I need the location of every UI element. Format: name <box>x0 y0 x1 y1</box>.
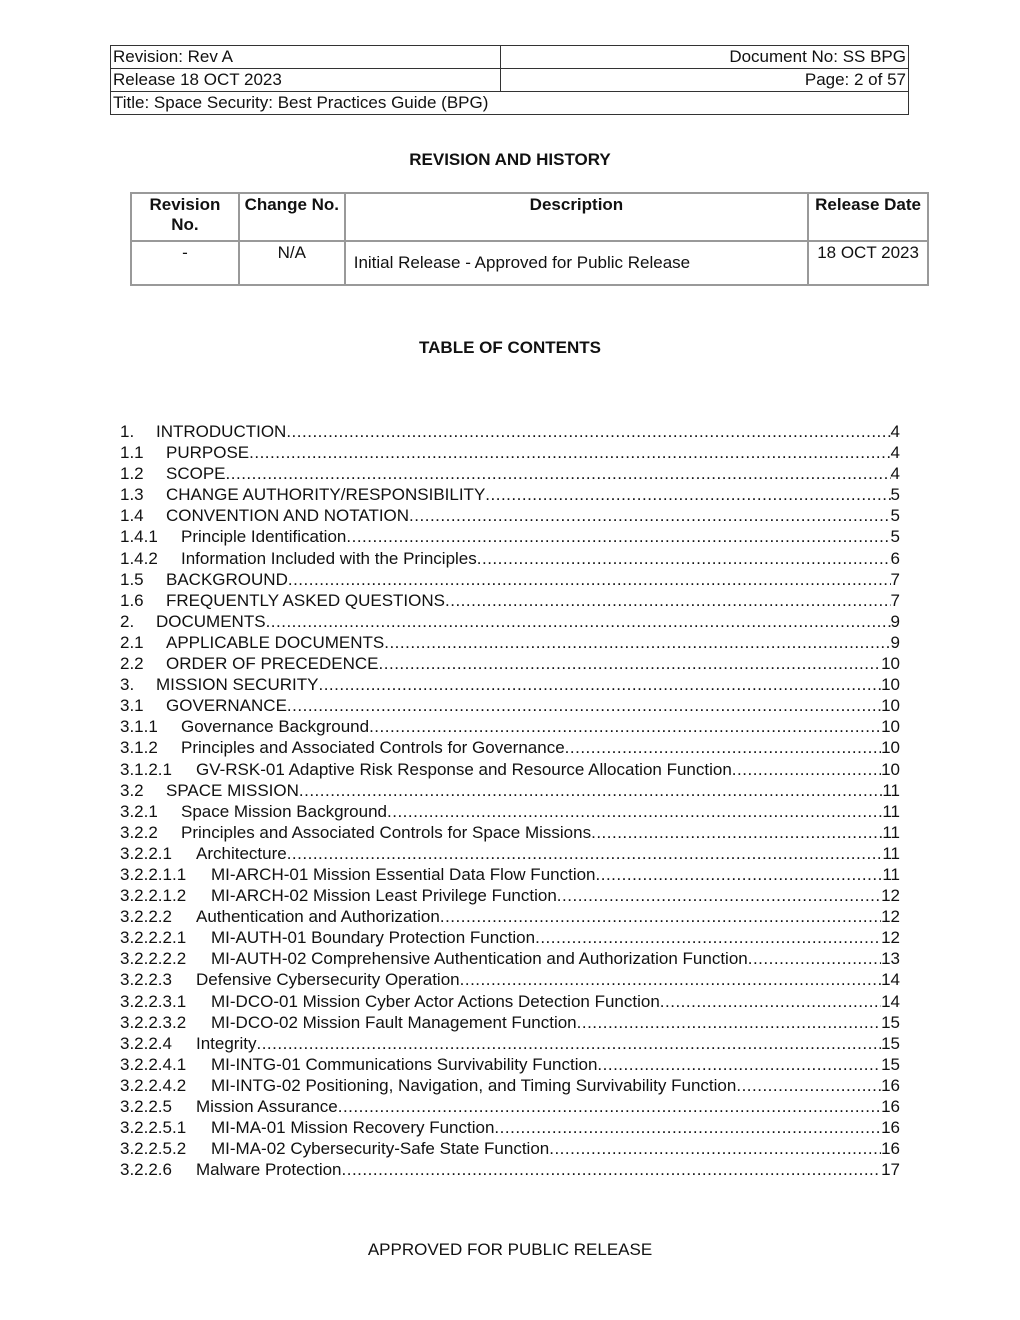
toc-entry[interactable] <box>120 885 900 906</box>
toc-entry-page: 9 <box>890 632 900 652</box>
toc-entry[interactable] <box>120 653 900 674</box>
toc-entry[interactable] <box>120 442 900 463</box>
toc-dot-leader <box>549 1138 881 1159</box>
toc-entry-page: 10 <box>881 654 900 674</box>
toc-entry-number: 2. <box>120 611 135 631</box>
toc-entry-number: 3.2.2.1 <box>120 843 172 863</box>
release-date-cell: 18 OCT 2023 <box>808 241 928 285</box>
toc-entry-number: 3.1.2 <box>120 738 158 758</box>
toc-entry[interactable] <box>120 1159 900 1180</box>
toc-entry-page: 11 <box>882 843 900 863</box>
toc-entry[interactable] <box>120 632 900 653</box>
toc-entry-number: 1.3 <box>120 485 144 505</box>
toc-entry[interactable] <box>120 906 900 927</box>
toc-entry[interactable] <box>120 463 900 484</box>
toc-entry-title: MI-AUTH-02 Comprehensive Authentication and Authorization Function <box>211 949 748 969</box>
toc-entry-title: Integrity <box>196 1033 257 1053</box>
column-header-release-date: Release Date <box>808 193 928 241</box>
toc-entry[interactable] <box>120 1117 900 1138</box>
toc-entry[interactable] <box>120 421 900 442</box>
toc-entry-page: 11 <box>882 822 900 842</box>
toc-dot-leader <box>342 1159 882 1180</box>
toc-entry-title: Governance Background <box>181 717 370 737</box>
toc-entry-title: Principles and Associated Controls for Space Missions <box>181 822 592 842</box>
toc-entry-page: 12 <box>881 886 900 906</box>
toc-dot-leader <box>748 948 881 969</box>
toc-entry-page: 5 <box>890 506 900 526</box>
toc-dot-leader <box>736 1075 881 1096</box>
toc-entry[interactable] <box>120 674 900 695</box>
toc-entry-number: 3.1.1 <box>120 717 158 737</box>
toc-entry-page: 7 <box>890 569 900 589</box>
toc-entry-number: 3.2.2.2.2 <box>120 949 187 969</box>
toc-entry-title: DOCUMENTS <box>156 611 266 631</box>
toc-entry-number: 3.2.1 <box>120 801 158 821</box>
toc-entry-page: 7 <box>890 590 900 610</box>
toc-entry-title: Mission Assurance <box>196 1097 338 1116</box>
toc-dot-leader <box>299 780 882 801</box>
toc-dot-leader <box>288 569 891 590</box>
toc-dot-leader <box>494 1117 881 1138</box>
toc-dot-leader <box>660 991 881 1012</box>
revision-history-heading: REVISION AND HISTORY <box>409 150 611 169</box>
page-number-cell: Page: 2 of 57 <box>501 69 909 92</box>
table-row <box>131 241 928 285</box>
toc-entry-title: FREQUENTLY ASKED QUESTIONS <box>166 590 445 610</box>
table-of-contents <box>120 421 900 1180</box>
toc-entry-page: 9 <box>890 611 900 631</box>
toc-dot-leader <box>287 695 881 716</box>
toc-entry-page: 11 <box>882 864 900 884</box>
toc-entry-title: MI-ARCH-01 Mission Essential Data Flow Function <box>211 864 596 884</box>
toc-entry-title: MISSION SECURITY <box>156 675 319 695</box>
toc-dot-leader <box>266 611 891 632</box>
toc-entry-number: 3.2.2.5.1 <box>120 1118 187 1138</box>
document-header <box>110 45 909 115</box>
toc-entry-title: Architecture <box>196 843 287 863</box>
toc-entry-title: APPLICABLE DOCUMENTS <box>166 632 385 652</box>
toc-dot-leader <box>732 759 881 780</box>
toc-entry[interactable] <box>120 948 900 969</box>
toc-entry[interactable] <box>120 969 900 990</box>
toc-entry-number: 3.1.2.1 <box>120 759 172 779</box>
toc-entry[interactable] <box>120 548 900 569</box>
toc-entry-number: 1.4 <box>120 506 144 526</box>
column-header-revision: Revision No. <box>131 193 239 241</box>
toc-entry-number: 3.2.2.1.1 <box>120 864 187 884</box>
toc-entry[interactable] <box>120 1033 900 1054</box>
toc-entry-number: 2.2 <box>120 654 144 674</box>
column-header-change: Change No. <box>239 193 345 241</box>
toc-entry-number: 2.1 <box>120 632 144 652</box>
revision-history-table <box>130 192 929 286</box>
toc-entry[interactable] <box>120 1075 900 1096</box>
toc-entry-page: 15 <box>881 1033 900 1053</box>
toc-entry-title: Information Included with the Principles <box>181 548 477 568</box>
toc-entry[interactable] <box>120 1054 900 1075</box>
toc-entry-page: 14 <box>881 991 900 1011</box>
toc-entry-title: BACKGROUND <box>166 569 288 589</box>
toc-entry[interactable] <box>120 716 900 737</box>
column-header-description: Description <box>345 193 808 241</box>
toc-entry-title: MI-MA-02 Cybersecurity-Safe State Function <box>211 1139 550 1159</box>
toc-entry[interactable] <box>120 1096 900 1117</box>
toc-entry-number: 1.6 <box>120 590 144 610</box>
toc-dot-leader <box>226 463 891 484</box>
toc-dot-leader <box>249 442 890 463</box>
toc-dot-leader <box>557 885 881 906</box>
toc-dot-leader <box>287 843 883 864</box>
toc-entry-title: CHANGE AUTHORITY/RESPONSIBILITY <box>166 485 486 505</box>
toc-entry[interactable] <box>120 927 900 948</box>
toc-entry-number: 3.2.2 <box>120 822 158 842</box>
toc-dot-leader <box>477 548 891 569</box>
toc-entry-title: MI-INTG-02 Positioning, Navigation, and Timing Survivability Function <box>211 1075 737 1095</box>
revision-cell: Revision: Rev A <box>111 46 501 69</box>
toc-dot-leader <box>591 822 882 843</box>
toc-entry-page: 14 <box>881 970 900 990</box>
toc-dot-leader <box>440 906 881 927</box>
toc-entry-number: 1.1 <box>120 443 144 463</box>
toc-entry[interactable] <box>120 780 900 801</box>
toc-dot-leader <box>409 505 890 526</box>
toc-entry-page: 4 <box>890 464 900 484</box>
toc-entry-number: 3. <box>120 675 135 695</box>
toc-entry-number: 3.2.2.6 <box>120 1160 172 1180</box>
toc-entry-number: 1.4.1 <box>120 527 158 547</box>
toc-entry[interactable] <box>120 526 900 547</box>
toc-entry[interactable] <box>120 1138 900 1159</box>
toc-entry[interactable] <box>120 590 900 611</box>
toc-entry-page: 6 <box>890 548 900 568</box>
toc-entry-page: 10 <box>881 675 900 695</box>
toc-entry-page: 16 <box>881 1139 900 1159</box>
toc-entry-page: 11 <box>882 780 900 800</box>
toc-entry-page: 15 <box>881 1054 900 1074</box>
toc-entry[interactable] <box>120 864 900 885</box>
toc-entry[interactable] <box>120 695 900 716</box>
toc-dot-leader <box>596 864 883 885</box>
toc-dot-leader <box>565 737 881 758</box>
toc-entry[interactable] <box>120 822 900 843</box>
description-cell: Initial Release - Approved for Public Release <box>345 241 808 285</box>
toc-dot-leader <box>338 1096 881 1117</box>
toc-entry-number: 3.2.2.5.2 <box>120 1139 187 1159</box>
toc-entry-number: 3.2.2.4 <box>120 1033 172 1053</box>
toc-entry-number: 3.2.2.4.2 <box>120 1075 187 1095</box>
toc-entry[interactable] <box>120 843 900 864</box>
toc-entry-page: 12 <box>881 928 900 948</box>
toc-entry-page: 10 <box>881 717 900 737</box>
toc-entry-number: 3.2.2.3.2 <box>120 1012 187 1032</box>
toc-entry-title: ORDER OF PRECEDENCE <box>166 654 379 674</box>
toc-entry-page: 12 <box>881 907 900 927</box>
toc-entry-number: 3.2.2.5 <box>120 1097 172 1116</box>
toc-entry-title: INTRODUCTION <box>156 422 287 441</box>
toc-entry-number: 3.2.2.4.1 <box>120 1054 187 1074</box>
toc-entry-title: MI-MA-01 Mission Recovery Function <box>211 1118 495 1138</box>
toc-entry[interactable] <box>120 737 900 758</box>
toc-entry-number: 3.2.2.3.1 <box>120 991 187 1011</box>
toc-dot-leader <box>318 674 881 695</box>
toc-entry-number: 3.2.2.2 <box>120 907 172 927</box>
toc-entry-number: 3.2.2.1.2 <box>120 886 187 906</box>
release-cell: Release 18 OCT 2023 <box>111 69 501 92</box>
toc-entry-number: 3.2 <box>120 780 144 800</box>
toc-dot-leader <box>460 969 881 990</box>
toc-entry-page: 10 <box>881 696 900 716</box>
toc-entry-page: 16 <box>881 1118 900 1138</box>
toc-entry-title: Authentication and Authorization <box>196 907 440 927</box>
toc-entry-page: 15 <box>881 1012 900 1032</box>
document-number-cell: Document No: SS BPG <box>501 46 909 69</box>
toc-entry-title: Space Mission Background <box>181 801 388 821</box>
toc-entry-number: 1.2 <box>120 464 144 484</box>
toc-entry-page: 16 <box>881 1097 900 1116</box>
toc-entry-number: 1.5 <box>120 569 144 589</box>
toc-dot-leader <box>346 526 890 547</box>
toc-entry-title: Defensive Cybersecurity Operation <box>196 970 460 990</box>
toc-entry-title: Principle Identification <box>181 527 347 547</box>
toc-entry-page: 4 <box>890 443 900 463</box>
toc-entry[interactable] <box>120 1012 900 1033</box>
toc-dot-leader <box>379 653 882 674</box>
toc-entry[interactable] <box>120 611 900 632</box>
toc-entry-title: CONVENTION AND NOTATION <box>166 506 410 526</box>
toc-entry-title: MI-AUTH-01 Boundary Protection Function <box>211 928 536 948</box>
toc-entry-title: Malware Protection <box>196 1160 342 1180</box>
toc-entry-page: 5 <box>890 527 900 547</box>
toc-entry-page: 5 <box>890 485 900 505</box>
toc-dot-leader <box>286 421 890 442</box>
footer-release-statement: APPROVED FOR PUBLIC RELEASE <box>367 1240 653 1259</box>
toc-entry-title: PURPOSE <box>166 443 250 463</box>
toc-entry[interactable] <box>120 759 900 780</box>
toc-entry-title: GV-RSK-01 Adaptive Risk Response and Resource Allocation Function <box>196 759 732 779</box>
toc-entry-title: SPACE MISSION <box>166 780 299 800</box>
toc-dot-leader <box>445 590 891 611</box>
toc-entry[interactable] <box>120 801 900 822</box>
title-cell: Title: Space Security: Best Practices Guide (BPG) <box>111 92 909 115</box>
toc-entry[interactable] <box>120 569 900 590</box>
toc-entry-page: 4 <box>890 422 900 441</box>
toc-dot-leader <box>577 1012 881 1033</box>
toc-entry-title: MI-INTG-01 Communications Survivability Function <box>211 1054 598 1074</box>
toc-dot-leader <box>535 927 881 948</box>
toc-dot-leader <box>369 716 881 737</box>
toc-dot-leader <box>384 632 890 653</box>
toc-entry-title: GOVERNANCE <box>166 696 287 716</box>
revision-no-cell: - <box>131 241 239 285</box>
toc-entry-number: 1. <box>120 422 135 441</box>
toc-entry-title: MI-ARCH-02 Mission Least Privilege Function <box>211 886 557 906</box>
toc-entry-page: 11 <box>882 801 900 821</box>
toc-dot-leader <box>387 801 882 822</box>
toc-entry-page: 10 <box>881 759 900 779</box>
change-no-cell: N/A <box>239 241 345 285</box>
toc-entry-title: MI-DCO-01 Mission Cyber Actor Actions Detection Function <box>211 991 660 1011</box>
toc-dot-leader <box>256 1033 881 1054</box>
toc-entry-title: MI-DCO-02 Mission Fault Management Function <box>211 1012 577 1032</box>
toc-entry[interactable] <box>120 484 900 505</box>
toc-entry-number: 3.2.2.3 <box>120 970 172 990</box>
revision-table-header-row <box>131 193 928 241</box>
toc-entry-number: 1.4.2 <box>120 548 158 568</box>
toc-entry-page: 13 <box>881 949 900 969</box>
toc-entry-title: SCOPE <box>166 464 226 484</box>
toc-entry-number: 3.2.2.2.1 <box>120 928 187 948</box>
toc-heading: TABLE OF CONTENTS <box>419 338 601 357</box>
toc-entry[interactable] <box>120 991 900 1012</box>
toc-entry[interactable] <box>120 505 900 526</box>
toc-dot-leader <box>597 1054 881 1075</box>
toc-entry-title: Principles and Associated Controls for Governance <box>181 738 565 758</box>
toc-entry-number: 3.1 <box>120 696 144 716</box>
toc-entry-page: 17 <box>881 1160 900 1180</box>
toc-entry-page: 10 <box>881 738 900 758</box>
toc-entry-page: 16 <box>881 1075 900 1095</box>
toc-dot-leader <box>485 484 890 505</box>
